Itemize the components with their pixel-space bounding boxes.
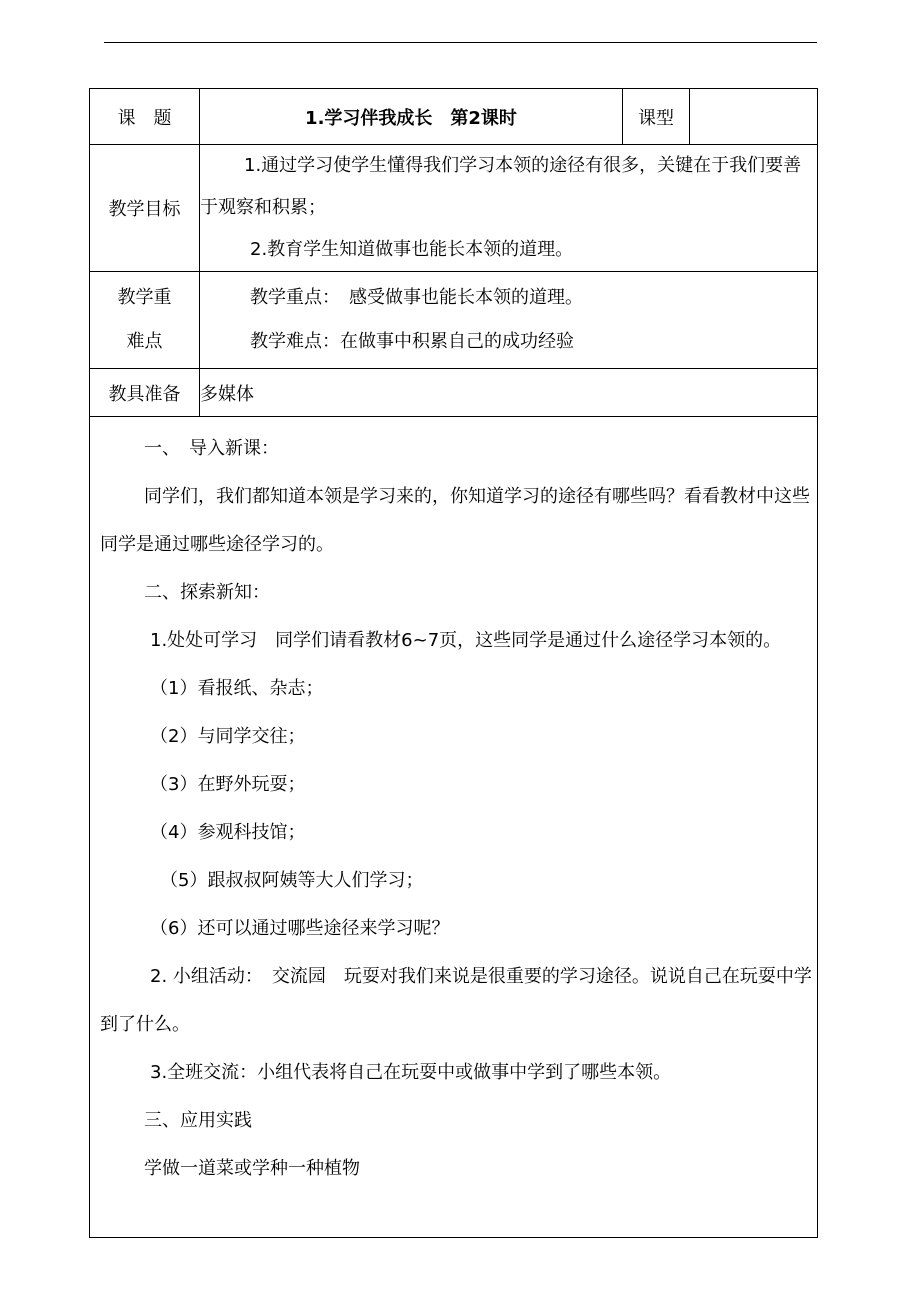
key-points-label — [90, 272, 200, 369]
objective-1: 1.通过学习使学生懂得我们学习本领的途径有很多，关键在于我们要善于观察和积累； — [200, 155, 802, 218]
list-item: （3）在野外玩耍； — [150, 774, 306, 795]
difficulty-point: 教学难点：在做事中积累自己的成功经验 — [250, 331, 574, 352]
key-points-row — [90, 272, 818, 369]
key-point: 教学重点： 感受做事也能长本领的道理。 — [250, 287, 583, 308]
lesson-type-value — [690, 89, 818, 145]
materials-row — [90, 369, 818, 417]
section-1-title: 一、 导入新课： — [144, 438, 279, 459]
list-item: （5）跟叔叔阿姨等大人们学习； — [160, 870, 424, 891]
key-points-label-line2: 难点 — [126, 331, 163, 352]
objectives-row — [90, 145, 818, 272]
key-points-content — [200, 272, 818, 369]
header-rule — [104, 42, 817, 43]
lesson-title: 1.学习伴我成长 第2课时 — [200, 89, 623, 145]
section-3-title: 三、应用实践 — [144, 1110, 252, 1131]
lesson-plan-table — [89, 88, 818, 1238]
section-1-text: 同学们，我们都知道本领是学习来的，你知道学习的途径有哪些吗？看看教材中这些同学是通过哪些途径学习的。 — [100, 486, 810, 555]
section-2-paragraph-1: 1.处处可学习 同学们请看教材6~7页，这些同学是通过什么途径学习本领的。 — [150, 630, 782, 651]
topic-label: 课 题 — [90, 89, 200, 145]
objectives-label: 教学目标 — [90, 145, 200, 272]
materials-label: 教具准备 — [90, 369, 200, 417]
objective-2: 2.教育学生知道做事也能长本领的道理。 — [250, 239, 574, 260]
section-2-title: 二、探索新知： — [144, 582, 270, 603]
objectives-content — [200, 145, 818, 272]
materials-value: 多媒体 — [200, 369, 818, 417]
list-item: （1）看报纸、杂志； — [150, 678, 324, 699]
key-points-label-line1: 教学重 — [117, 287, 172, 308]
list-item: （4）参观科技馆； — [150, 822, 306, 843]
lesson-type-label: 课型 — [623, 89, 690, 145]
section-2-paragraph-3: 3.全班交流：小组代表将自己在玩耍中或做事中学到了哪些本领。 — [150, 1062, 672, 1083]
section-3-text: 学做一道菜或学种一种植物 — [144, 1158, 360, 1179]
section-2-paragraph-2: 2. 小组活动： 交流园 玩耍对我们来说是很重要的学习途径。说说自己在玩耍中学到了什么。 — [100, 966, 812, 1035]
title-row — [90, 89, 818, 145]
process-row — [90, 417, 818, 1238]
list-item: （6）还可以通过哪些途径来学习呢？ — [150, 918, 450, 939]
teaching-process — [90, 417, 818, 1238]
list-item: （2）与同学交往； — [150, 726, 306, 747]
